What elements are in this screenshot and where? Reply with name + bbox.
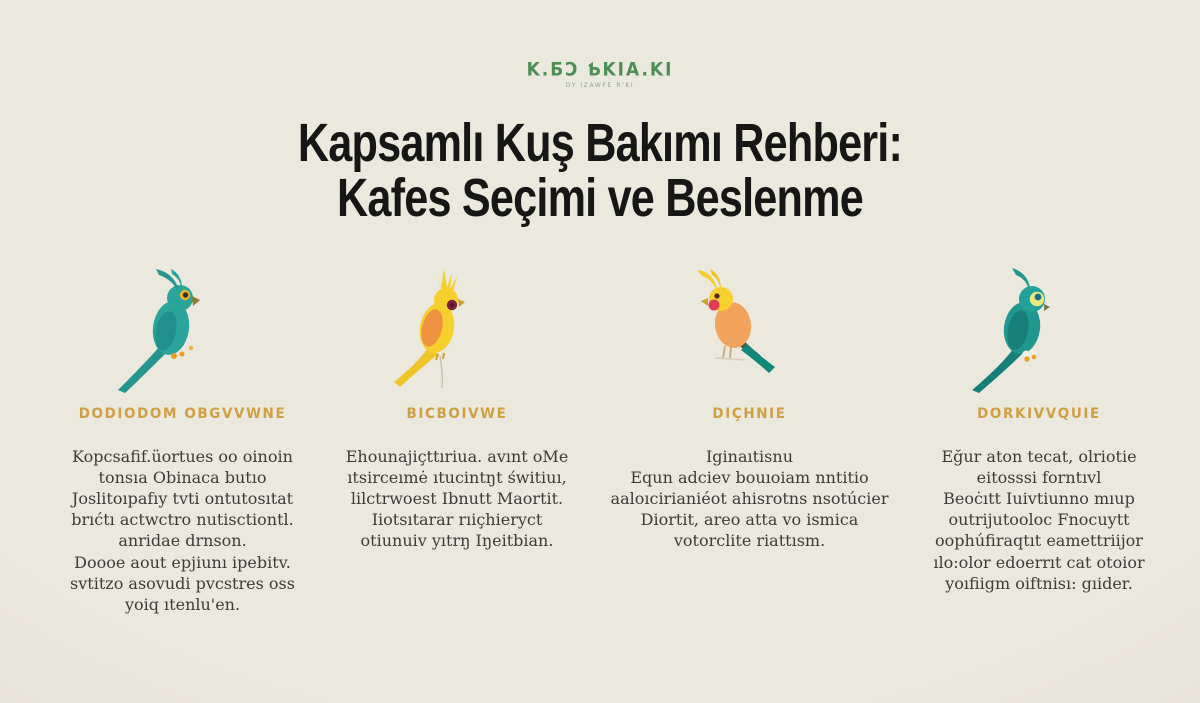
body-line: Ehounajiçttıriua. avınt oMe (345, 447, 569, 466)
body-line: Kopcsafif.üortues oo oinoin (72, 447, 293, 466)
page-title-line-1: Kapsamlı Kuş Bakımı Rehberi: (297, 113, 903, 173)
body-line: oophúfiraqtıt eamettriijor (935, 531, 1143, 551)
body-line: Diortit, areo atta vo ismica (640, 510, 859, 530)
body-line: Doooe aout epjiunı ipebitv. (74, 552, 291, 572)
body-line: anridae drnson. (118, 531, 247, 551)
column-body (602, 446, 897, 552)
body-line: Eğur aton tecat, olriotie (941, 447, 1137, 466)
body-line: votorclite riattısm. (673, 531, 826, 551)
bird-illustration-2 (318, 268, 596, 396)
column-heading: DORKIVVQUIE (977, 405, 1101, 423)
body-line: brıćtı actwctro nutisctiontl. (71, 510, 294, 530)
bird-illustration-3 (602, 268, 897, 396)
body-line: lilctrwoest Ibnutt Maortit. (350, 489, 564, 509)
body-line: Equn adciev bouıoiam nntitio (630, 468, 869, 488)
body-line: outrijutooloc Fnocuytt (948, 510, 1130, 530)
column-body (893, 446, 1185, 594)
body-line: Iginaıtisnu (705, 447, 793, 466)
body-line: Iiotsıtarar rıiçhieryct (371, 510, 543, 530)
info-column-2 (318, 268, 596, 552)
column-heading: DIÇHNIE (712, 405, 787, 423)
column-heading: DODIODOM OBGVVWNE (78, 405, 287, 423)
body-line: otiunuiv yıtrŋ Iŋeitbian. (360, 531, 554, 551)
body-line: Beoċıtt Iuivtiunno mıup (943, 489, 1135, 509)
body-line: tonsıa Obinaca butıo (98, 468, 267, 488)
body-line: svtitzo asovudi pvcstres oss (70, 573, 295, 593)
body-line: yoiq ıtenlu'en. (124, 594, 241, 614)
body-line: eitosssi forntıvl (976, 468, 1102, 488)
page-title (0, 113, 1200, 229)
page-title-line-2: Kafes Seçimi ve Beslenme (337, 168, 863, 229)
column-body (40, 446, 325, 615)
info-column-4 (893, 268, 1185, 594)
teal-cockatiel-icon (108, 268, 258, 396)
orange-cockatiel-icon (675, 268, 825, 396)
body-line: ılo:olor edoerrıt cat otoior (933, 552, 1145, 572)
brand-logo (0, 60, 1200, 89)
teal-yellow-face-cockatiel-icon (964, 268, 1114, 396)
column-heading: BICBOIVWE (406, 405, 508, 423)
body-line: ıtsirceımė ıtucintŋt świtiuı, (347, 468, 567, 488)
info-column-1 (40, 268, 325, 615)
body-line: aaloıcirianiéot ahisrotns nsotúcier (610, 489, 889, 509)
body-line: Joslitoıpafıy tvti ontutosıtat (71, 489, 294, 509)
brand-logo-subtext: DY IZAWFE R'KI (565, 82, 635, 89)
info-column-3 (602, 268, 897, 552)
bird-illustration-1 (40, 268, 325, 396)
yellow-cockatiel-icon (382, 268, 532, 396)
body-line: yoıfiigm oiftnisı: gıider. (945, 573, 1133, 593)
bird-illustration-4 (893, 268, 1185, 396)
column-body (318, 446, 596, 552)
brand-logo-text: K.ƂƆ ƄKIA.KI (526, 58, 674, 82)
